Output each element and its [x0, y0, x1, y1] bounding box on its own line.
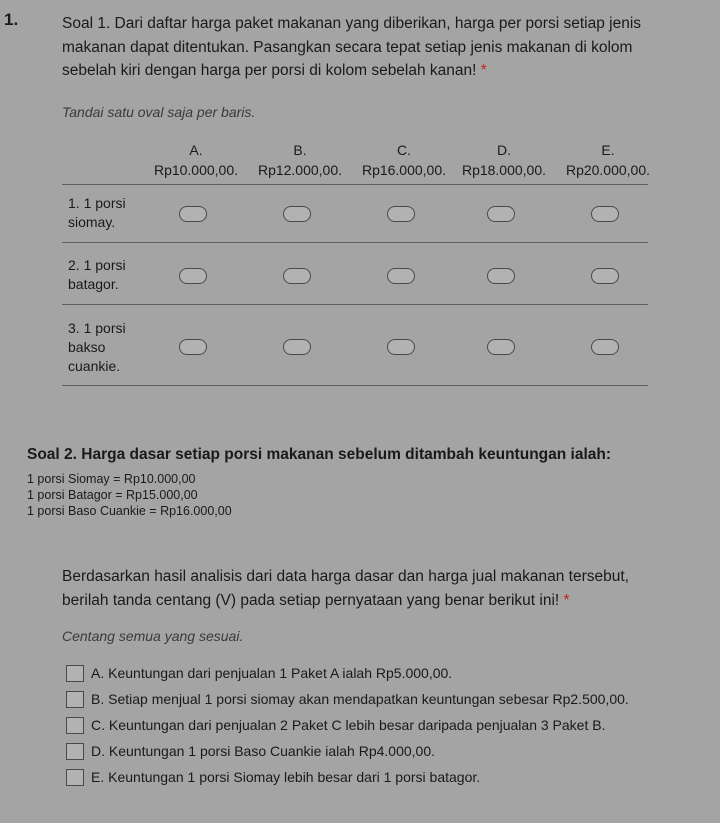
row-label-line: batagor. [68, 276, 119, 292]
row-label-line: cuankie. [68, 358, 121, 374]
grid-header [62, 140, 651, 184]
radio-batagor-c[interactable] [387, 268, 415, 284]
choice-grid [62, 140, 651, 386]
column-price: Rp10.000,00. [153, 162, 239, 178]
checkbox-a[interactable] [66, 665, 84, 682]
column-header-c [352, 140, 456, 180]
column-header-b [248, 140, 352, 180]
checkbox-c[interactable] [66, 717, 84, 734]
checkbox-e[interactable] [66, 769, 84, 786]
row-label [68, 256, 148, 294]
row-label-line: 1. 1 porsi [68, 195, 126, 211]
radio-batagor-d[interactable] [487, 268, 515, 284]
column-letter: C. [397, 142, 411, 158]
option-label: C. Keuntungan dari penjualan 2 Paket C lebih besar daripada penjualan 3 Paket B. [91, 717, 606, 733]
checkbox-options [66, 660, 629, 790]
column-letter: D. [497, 142, 511, 158]
row-label-line: 2. 1 porsi [68, 257, 126, 273]
grid-row-bakso-cuankie [62, 304, 648, 386]
question-1-text: Soal 1. Dari daftar harga paket makanan yang diberikan, harga per porsi setiap jenis makanan dapat ditentukan. Pasangkan secara tepat setiap jenis makanan di kolom sebelah kiri dengan harga per porsi di kolom sebelah kanan! [62, 15, 642, 79]
option-label: D. Keuntungan 1 porsi Baso Cuankie ialah Rp4.000,00. [91, 743, 436, 759]
question-2-title: Soal 2. Harga dasar setiap porsi makanan sebelum ditambah keuntungan ialah: [27, 446, 612, 463]
option-d[interactable] [66, 738, 629, 764]
grid-row-batagor [62, 242, 648, 304]
column-letter: A. [189, 142, 203, 158]
column-price: Rp18.000,00. [461, 162, 547, 178]
question-number: 1. [4, 10, 19, 29]
checkbox-d[interactable] [66, 743, 84, 760]
question-1-title [62, 12, 677, 83]
option-e[interactable] [66, 764, 629, 790]
radio-siomay-c[interactable] [387, 206, 415, 222]
row-label [68, 319, 148, 376]
row-label-line: 3. 1 porsi [68, 320, 126, 336]
question-2-statement [62, 565, 677, 612]
radio-batagor-b[interactable] [283, 268, 311, 284]
question-2-hint: Centang semua yang sesuai. [62, 628, 244, 644]
base-price-item: 1 porsi Batagor = Rp15.000,00 [27, 488, 198, 502]
radio-bakso-d[interactable] [487, 339, 515, 355]
radio-siomay-b[interactable] [283, 206, 311, 222]
base-price-list [27, 471, 232, 519]
column-letter: B. [293, 142, 307, 158]
radio-batagor-e[interactable] [591, 268, 619, 284]
base-price-item: 1 porsi Baso Cuankie = Rp16.000,00 [27, 504, 232, 518]
radio-batagor-a[interactable] [179, 268, 207, 284]
column-letter: E. [601, 142, 615, 158]
column-header-e [556, 140, 660, 180]
option-a[interactable] [66, 660, 629, 686]
grid-row-siomay [62, 184, 648, 242]
radio-bakso-b[interactable] [283, 339, 311, 355]
option-label: B. Setiap menjual 1 porsi siomay akan mendapatkan keuntungan sebesar Rp2.500,00. [91, 691, 629, 707]
row-label [68, 194, 148, 232]
radio-bakso-a[interactable] [179, 339, 207, 355]
radio-bakso-c[interactable] [387, 339, 415, 355]
column-price: Rp12.000,00. [257, 162, 343, 178]
radio-siomay-a[interactable] [179, 206, 207, 222]
row-label-line: siomay. [68, 214, 116, 230]
question-2-text: Berdasarkan hasil analisis dari data harga dasar dan harga jual makanan tersebut, berilah tanda centang (V) pada setiap pernyataan yang benar berikut ini! [62, 568, 629, 609]
option-label: A. Keuntungan dari penjualan 1 Paket A ialah Rp5.000,00. [91, 665, 453, 681]
required-asterisk: * [563, 591, 570, 609]
radio-bakso-e[interactable] [591, 339, 619, 355]
column-price: Rp20.000,00. [565, 162, 651, 178]
required-asterisk: * [480, 62, 487, 79]
row-label-line: bakso [68, 339, 106, 355]
option-c[interactable] [66, 712, 629, 738]
radio-siomay-e[interactable] [591, 206, 619, 222]
option-label: E. Keuntungan 1 porsi Siomay lebih besar dari 1 porsi batagor. [91, 769, 481, 785]
column-header-d [452, 140, 556, 180]
option-b[interactable] [66, 686, 629, 712]
base-price-item: 1 porsi Siomay = Rp10.000,00 [27, 472, 196, 486]
question-1-hint: Tandai satu oval saja per baris. [62, 104, 256, 120]
column-header-a [144, 140, 248, 180]
column-price: Rp16.000,00. [361, 162, 447, 178]
checkbox-b[interactable] [66, 691, 84, 708]
radio-siomay-d[interactable] [487, 206, 515, 222]
